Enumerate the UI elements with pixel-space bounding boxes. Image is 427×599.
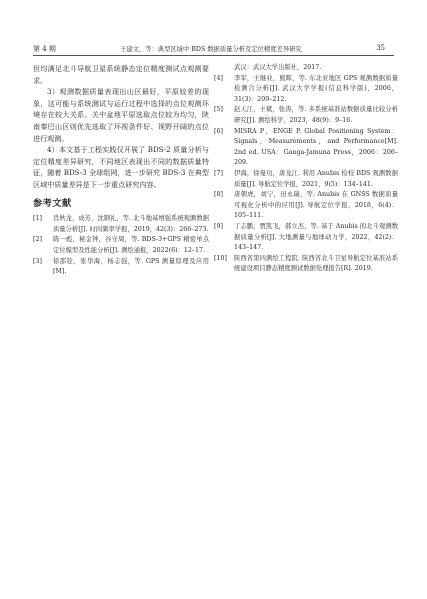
right-column xyxy=(214,63,398,275)
reference-item xyxy=(214,254,398,275)
reference-number: [10] xyxy=(214,254,227,262)
reference-item xyxy=(214,74,398,106)
references-heading: 参考文献 xyxy=(33,197,72,209)
header-rule xyxy=(33,55,394,56)
reference-number: [5] xyxy=(214,106,223,114)
left-column xyxy=(33,63,209,278)
reference-number: [3] xyxy=(33,257,42,265)
reference-item xyxy=(33,235,209,256)
reference-item xyxy=(33,257,209,278)
reference-number: [2] xyxy=(33,236,42,244)
reference-number xyxy=(214,63,234,74)
reference-item-continuation xyxy=(214,63,398,74)
reference-text: 武汉：武汉大学出版社，2017. xyxy=(234,64,322,71)
conclusion-paragraph: 4）本文基于工程实践仅开展了 BDS-2 质量分析与定位精度差异研究，不同地区表现出不同的数据质量特征，随着 BDS-3 全球组网，进一步研究 BDS-3 在典型区域中质量差异是下一步重点研究内容。 xyxy=(33,145,209,189)
reference-item xyxy=(33,214,209,235)
reference-number: [8] xyxy=(214,191,223,199)
page-number: 35 xyxy=(376,44,385,52)
reference-item xyxy=(214,127,398,169)
reference-text: MISRA P，ENGE P. Global Positioning System：Signals，Measurements，and Performance[M]. 2nd ed. USA：Ganga-Jamuna Press，2006：206–209. xyxy=(234,127,398,167)
reference-text: 唐朝虎，刘宁，田永瑞，等. Anubis 在 GNSS 数据质量可视化分析中的应用[J]. 导航定位学报，2018，6(4)：105–111. xyxy=(234,191,398,220)
conclusion-paragraph: 但均满足北斗导航卫星系统静态定位精度测试点观测要求。 xyxy=(33,64,209,85)
reference-number: [1] xyxy=(33,215,42,223)
reference-text: 李军，王继业，熊晖，等. 东北亚地区 GPS 观测数据质量检测合分析[J]. 武汉大学学报(信息科学版)，2006，31(3)：209–212. xyxy=(234,74,398,103)
reference-text: 陕西省第四测绘工程院. 陕西省北斗卫星导航定位基准站系统建设项目静态精度测试数据处理报告[R]. 2019. xyxy=(234,254,398,273)
reference-number: [4] xyxy=(214,74,223,82)
reference-number: [9] xyxy=(214,222,223,230)
reference-item xyxy=(214,169,398,190)
issue-number: 第 4 期 xyxy=(33,45,56,53)
reference-item xyxy=(214,190,398,222)
running-header xyxy=(0,0,427,62)
reference-number: [6] xyxy=(214,127,223,135)
reference-number: [7] xyxy=(214,169,223,177)
reference-text: 陈一彪，秘金钟，谷守周，等. BDS-3+GPS 精密单点定位模型及性能分析[J]. 测绘通报，2022(6)：12–17. xyxy=(53,236,209,254)
reference-text: 赵天江，王斌，张涛，等. 多系统基准站数据质量比较分析研究[J]. 测绘科学，2023，48(9)：9–16. xyxy=(234,106,398,124)
reference-item xyxy=(214,105,398,126)
reference-item xyxy=(214,222,398,254)
reference-text: 肖秋龙，成芳，沈钢礼，等. 北斗地基增强系统观测数据质量分析[J]. 时间频率学报，2019，42(3)：266–273. xyxy=(53,215,209,233)
reference-text: 徐邵铨，张华海，杨志强，等. GPS 测量原理及应用[M]. xyxy=(53,257,209,276)
reference-text: 丁志鹏，贾凯飞，郝立杰，等. 基于 Anubis 的北斗观测数据质量分析[J]. 大地测量与地球动力学，2022，42(2)：143–147. xyxy=(234,222,398,252)
conclusion-paragraph: 3）观测数据质量表现出山区最好，平原较差的现象，这可能与系统测试与运行过程中选择的点位观测环境存在较大关系。关中盆地平原选取点位较为均匀，陕南秦巴山区则优先选取了环视条件好、视野开阔的点位进行观测。 xyxy=(33,87,209,143)
reference-text: 伊海，徐曼功，唐龙江. 利用 Anubis 检校 BDS 观测数据质量[J]. 导航定位学报，2021，9(5)：134–141. xyxy=(234,169,398,188)
running-title: 王建文，等：典型区域中 BDS 数据质量分析及定位精度差异研究 xyxy=(120,46,302,53)
